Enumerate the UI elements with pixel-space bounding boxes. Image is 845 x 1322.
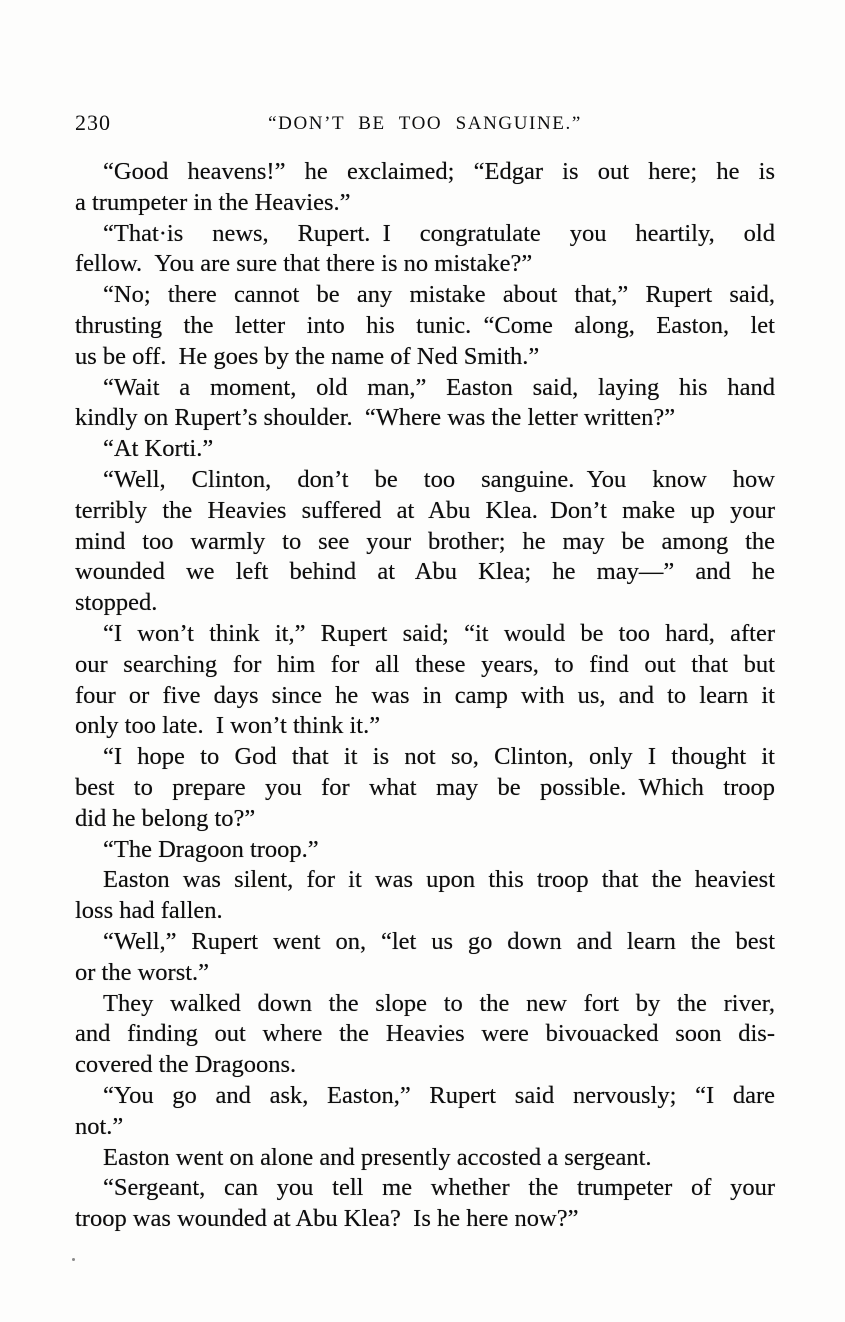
text-line: “At Korti.” [103, 435, 214, 463]
text-line: “Well, Clinton, don’t be too sanguine. You know how [103, 465, 775, 493]
text-line: best to prepare you for what may be possible. Which troop [75, 773, 775, 801]
paragraph [75, 619, 775, 742]
text-line: mind too warmly to see your brother; he may be among the [75, 527, 775, 555]
text-line: loss had fallen. [75, 897, 223, 925]
text-line: covered the Dragoons. [75, 1051, 297, 1079]
text-line: “Well,” Rupert went on, “let us go down and learn the best [103, 927, 775, 955]
text-block [75, 157, 775, 1235]
text-line: “You go and ask, Easton,” Rupert said nervously; “I dare [103, 1081, 775, 1109]
text-line: “Sergeant, can you tell me whether the trumpeter of your [103, 1174, 775, 1202]
text-line: us be off. He goes by the name of Ned Smith.” [75, 342, 540, 370]
text-line: thrusting the letter into his tunic. “Come along, Easton, let [75, 311, 775, 339]
text-line: “Good heavens!” he exclaimed; “Edgar is out here; he is [103, 158, 775, 185]
text-line: and finding out where the Heavies were bivouacked soon dis- [75, 1020, 775, 1048]
text-line: “The Dragoon troop.” [103, 835, 319, 863]
text-line: “No; there cannot be any mistake about that,” Rupert said, [103, 281, 775, 309]
text-line: only too late. I won’t think it.” [75, 712, 381, 740]
paragraph [75, 1081, 775, 1143]
running-title: “DON’T BE TOO SANGUINE.” [268, 113, 582, 134]
text-line: a trumpeter in the Heavies.” [75, 188, 351, 216]
text-line: fellow. You are sure that there is no mistake?” [75, 250, 533, 278]
text-line: not.” [75, 1112, 124, 1140]
text-line: troop was wounded at Abu Klea? Is he here now?” [75, 1205, 579, 1233]
paragraph [75, 865, 775, 927]
paragraph [75, 157, 775, 219]
paragraph [75, 1143, 775, 1174]
text-line: kindly on Rupert’s shoulder. “Where was the letter written?” [75, 404, 676, 432]
text-line: stopped. [75, 589, 158, 617]
text-line: “I won’t think it,” Rupert said; “it would be too hard, after [103, 619, 775, 647]
text-line: wounded we left behind at Abu Klea; he may—” and he [75, 558, 775, 586]
page-number: 230 [75, 110, 111, 135]
paragraph [75, 742, 775, 834]
paragraph [75, 219, 775, 281]
text-line: “That·is news, Rupert. I congratulate you heartily, old [103, 219, 775, 247]
text-line: “Wait a moment, old man,” Easton said, laying his hand [103, 373, 775, 401]
paragraph [75, 465, 775, 619]
paragraph [75, 280, 775, 372]
text-line: our searching for him for all these years, to find out that but [75, 650, 775, 678]
paragraph [75, 835, 775, 866]
text-line: or the worst.” [75, 958, 210, 986]
paragraph [75, 989, 775, 1081]
page-header [75, 110, 775, 136]
paragraph [75, 1173, 775, 1235]
text-line: Easton was silent, for it was upon this troop that the heaviest [103, 866, 775, 894]
text-line: They walked down the slope to the new fort by the river, [103, 989, 775, 1017]
text-line: four or five days since he was in camp with us, and to learn it [75, 681, 775, 709]
scan-speck [72, 1258, 75, 1261]
text-line: terribly the Heavies suffered at Abu Klea. Don’t make up your [75, 496, 775, 524]
text-line: “I hope to God that it is not so, Clinton, only I thought it [103, 743, 775, 771]
paragraph [75, 927, 775, 989]
paragraph [75, 434, 775, 465]
text-line: Easton went on alone and presently accosted a sergeant. [103, 1143, 652, 1171]
text-line: did he belong to?” [75, 804, 256, 832]
paragraph [75, 373, 775, 435]
